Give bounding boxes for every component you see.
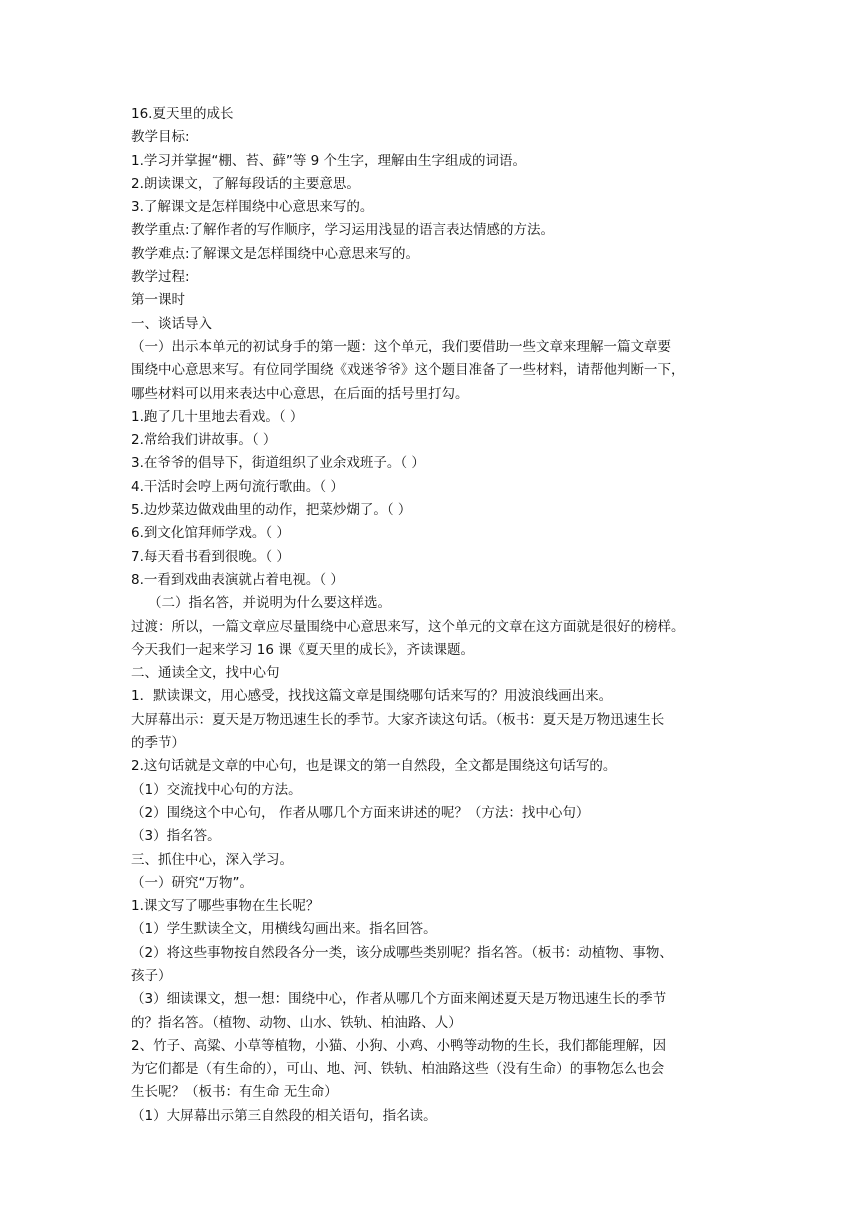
paragraph-line: 围绕中心意思来写。有位同学围绕《戏迷爷爷》这个题目准备了一些材料，请帮他判断一下，	[131, 362, 685, 379]
objectives-heading: 教学目标:	[131, 129, 190, 146]
paragraph-line: 过渡：所以，一篇文章应尽量围绕中心意思来写，这个单元的文章在这方面就是很好的榜样。	[131, 618, 685, 635]
list-item: 6.到文化馆拜师学戏。（ ）	[131, 525, 290, 542]
objective-2: 2.朗读课文，了解每段话的主要意思。	[131, 175, 360, 192]
section-heading-3: 三、抓住中心，深入学习。	[131, 851, 293, 868]
list-item: 8.一看到戏曲表演就占着电视。（ ）	[131, 571, 344, 588]
list-item: 1.跑了几十里地去看戏。（ ）	[131, 408, 304, 425]
process-heading: 教学过程:	[131, 269, 190, 286]
paragraph-line: 哪些材料可以用来表达中心意思，在后面的括号里打勾。	[131, 385, 469, 402]
paragraph-line: 的季节）	[131, 735, 185, 752]
list-item: 5.边炒菜边做戏曲里的动作，把菜炒煳了。（ ）	[131, 502, 412, 519]
paragraph-line: 生长呢？（板书：有生命 无生命）	[131, 1084, 338, 1101]
paragraph-line: 1.课文写了哪些事物在生长呢？	[131, 898, 320, 915]
objective-3: 3.了解课文是怎样围绕中心意思来写的。	[131, 199, 374, 216]
list-item: 7.每天看书看到很晚。（ ）	[131, 548, 290, 565]
difficult-points: 教学难点:了解课文是怎样围绕中心意思来写的。	[131, 245, 420, 262]
subsection-heading: （一）研究“万物”。	[131, 874, 253, 891]
paragraph-line: 2、竹子、高粱、小草等植物，小猫、小狗、小鸡、小鸭等动物的生长，我们都能理解，因	[131, 1037, 667, 1054]
lesson-title: 16.夏天里的成长	[131, 106, 234, 122]
paragraph-line: 孩子）	[131, 967, 172, 984]
section-heading-2: 二、通读全文，找中心句	[131, 665, 280, 682]
paragraph-line: 2.这句话就是文章的中心句，也是课文的第一自然段，全文都是围绕这句话写的。	[131, 758, 617, 775]
paragraph-line: 为它们都是（有生命的），可山、地、河、铁轨、柏油路这些（没有生命）的事物怎么也会	[131, 1061, 665, 1078]
paragraph-line: （二）指名答，并说明为什么要这样选。	[148, 595, 391, 612]
paragraph-line: 的？指名答。（植物、动物、山水、铁轨、柏油路、人）	[131, 1014, 462, 1031]
section-heading-1: 一、谈话导入	[131, 315, 212, 332]
paragraph-line: （一）出示本单元的初试身手的第一题：这个单元，我们要借助一些文章来理解一篇文章要	[131, 338, 671, 355]
list-item: （3）指名答。	[131, 828, 221, 845]
key-points: 教学重点:了解作者的写作顺序，学习运用浅显的语言表达情感的方法。	[131, 222, 555, 239]
list-item: （2）将这些事物按自然段各分一类，该分成哪些类别呢？指名答。（板书：动植物、事物、	[131, 944, 673, 961]
list-item: （1）学生默读全文，用横线勾画出来。指名回答。	[131, 921, 437, 938]
objective-1: 1.学习并掌握“棚、苔、藓”等 9 个生字，理解由生字组成的词语。	[131, 152, 527, 169]
list-item: （1）大屏幕出示第三自然段的相关语句，指名读。	[131, 1107, 437, 1124]
list-item: 2.常给我们讲故事。（ ）	[131, 432, 277, 449]
first-lesson-heading: 第一课时	[131, 292, 185, 309]
paragraph-line: 1．默读课文，用心感受，找找这篇文章是围绕哪句话来写的？用波浪线画出来。	[131, 688, 613, 705]
list-item: （3）细读课文，想一想：围绕中心，作者从哪几个方面来阐述夏天是万物迅速生长的季节	[131, 991, 667, 1008]
document-page	[131, 103, 731, 1128]
list-item: 3.在爷爷的倡导下，街道组织了业余戏班子。（ ）	[131, 455, 425, 472]
list-item: 4.干活时会哼上两句流行歌曲。（ ）	[131, 478, 344, 495]
paragraph-line: 大屏幕出示：夏天是万物迅速生长的季节。大家齐读这句话。（板书：夏天是万物迅速生长	[131, 711, 665, 728]
list-item: （1）交流找中心句的方法。	[131, 781, 302, 798]
list-item: （2）围绕这个中心句， 作者从哪几个方面来讲述的呢？（方法：找中心句）	[131, 804, 590, 821]
paragraph-line: 今天我们一起来学习 16 课《夏天里的成长》，齐读课题。	[131, 641, 475, 658]
